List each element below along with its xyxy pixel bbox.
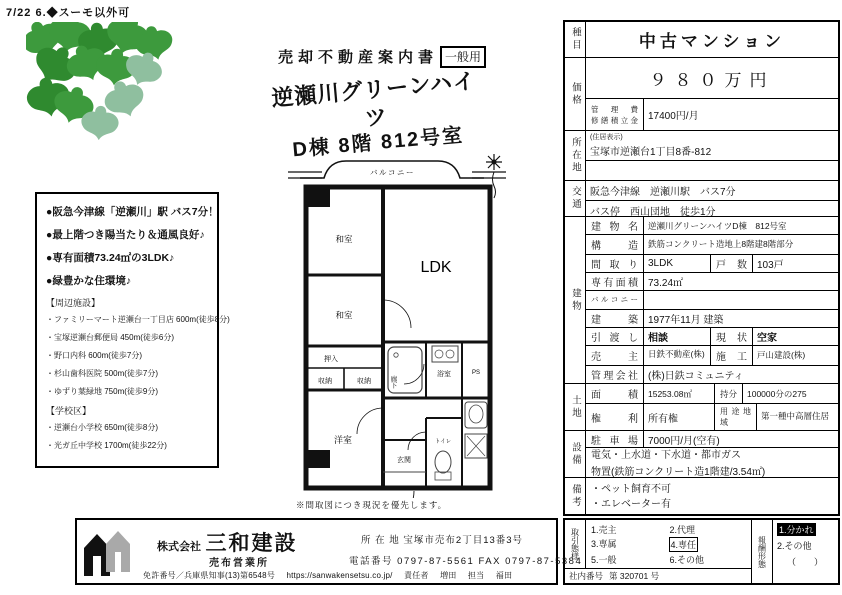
transaction-option: 1.売主 <box>591 524 617 535</box>
manager-label: 責任者 <box>404 571 429 580</box>
sink-bowl <box>446 350 454 358</box>
row-land <box>565 384 838 431</box>
top-note: 7/22 6.◆スーモ以外可 <box>6 7 131 19</box>
price-value: ９８０万円 <box>649 70 775 90</box>
facility-item: ・野口内科 600m(徒歩7分) <box>46 351 143 360</box>
company-prefix: 株式会社 <box>157 541 201 553</box>
room-label-washitsu2: 和室 <box>335 310 353 320</box>
balcony-label: バルコニー <box>370 168 415 177</box>
property-title-line2: D棟 8階 812号室 <box>291 124 466 162</box>
highlights-box <box>35 192 230 468</box>
room-label-toilet: トイレ <box>434 439 452 445</box>
land-right-label: 権利 <box>586 404 644 430</box>
built-value: 1977年11月 建築 <box>648 314 724 326</box>
room-label-bath: 浴室 <box>437 371 451 378</box>
row-building <box>565 217 838 384</box>
fee-value: 17400円/月 <box>648 111 699 122</box>
location-value: 宝塚市逆瀬台1丁目8番-812 <box>590 147 712 158</box>
internal-number-label: 社内番号 <box>569 571 604 581</box>
layout-value: 3LDK <box>644 255 711 272</box>
seller-value: 日鉄不動産(株) <box>644 346 711 365</box>
sink-bowl <box>435 350 443 358</box>
building-name-value: 逆瀬川グリーンハイツD棟 812号室 <box>648 220 787 231</box>
category-value: 中古マンション <box>638 32 786 51</box>
transaction-option: 5.一般 <box>591 554 617 565</box>
transaction-box <box>563 518 840 585</box>
room-label-shuno1: 収納 <box>318 378 332 385</box>
company-logo <box>77 520 139 583</box>
bath-drain <box>394 353 398 357</box>
facility-item: ・杉山歯科医院 500m(徒歩7分) <box>46 369 159 378</box>
structure-value: 鉄筋コンクリート造地上8階建8階部分 <box>648 238 794 249</box>
transaction-type-label: 取引態様 <box>565 520 586 568</box>
company-logo-icon <box>82 526 134 578</box>
row-label-category: 種目 <box>565 22 586 57</box>
row-location <box>565 131 838 181</box>
highlight-bullet: ●緑豊かな住環境♪ <box>46 275 132 287</box>
built-label: 建築 <box>586 310 644 327</box>
staff-label: 担当 <box>467 571 485 580</box>
location-blank <box>586 160 838 180</box>
transaction-option-selected: 4.専任 <box>669 537 699 552</box>
branch-name: 売布営業所 <box>209 558 269 569</box>
handover-label: 引渡し <box>586 328 644 345</box>
ivy-leaves-decoration <box>26 22 176 140</box>
transaction-option: 3.専属 <box>591 538 617 549</box>
access-line1: 阪急今津線 逆瀬川駅 バス7分 <box>590 187 736 198</box>
row-label-building: 建物 <box>565 217 586 383</box>
door-arc <box>357 408 383 434</box>
fax-value: 0797-87-5384 <box>505 556 583 567</box>
equipment-line1: 電気・上水道・下水道・都市ガス <box>591 450 741 461</box>
transaction-options <box>586 520 751 568</box>
fee-option-paren: （ ） <box>787 557 824 567</box>
document-type-badge: 一般用 <box>440 46 486 68</box>
spec-table <box>563 20 840 516</box>
layout-label: 間取り <box>586 255 644 272</box>
builder-label: 施工 <box>711 346 753 365</box>
highlight-bullet: ●最上階つき陽当たり＆通風良好♪ <box>46 229 205 241</box>
room-label-yoshitsu: 洋室 <box>333 435 353 445</box>
remarks-line1: ・ペット飼育不可 <box>591 484 671 495</box>
row-access <box>565 181 838 217</box>
management-company-label: 管理会社 <box>586 366 644 383</box>
units-value: 103戸 <box>757 260 784 272</box>
transaction-option: 6.その他 <box>669 554 705 565</box>
row-label-price: 価格 <box>565 58 586 130</box>
access-line2: バス停 西山団地 徒歩1分 <box>590 207 716 218</box>
row-label-land: 土地 <box>565 384 586 430</box>
fee-type-label: 報酬形態 <box>752 520 773 583</box>
room-label-genkan: 玄関 <box>397 457 411 464</box>
equipment-line2: 物置(鉄筋コンクリート造1階建/3.54㎡) <box>591 466 766 478</box>
exclusive-area-label: 専有面積 <box>586 273 644 290</box>
toilet-bowl <box>435 451 451 473</box>
door-arc <box>383 300 411 328</box>
document-title: 売却不動産案内書 <box>278 50 439 66</box>
room-label-shuno2: 収納 <box>357 378 371 385</box>
fee-option-selected: 1.分かれ <box>779 525 814 535</box>
fee-label <box>586 99 644 130</box>
units-label: 戸数 <box>711 255 753 272</box>
internal-number-value: 第 320701 号 <box>609 571 660 581</box>
builder-value: 戸山建設(株) <box>757 350 806 361</box>
company-name: 三和建設 <box>205 531 298 555</box>
company-address-row <box>361 532 523 546</box>
structure-label: 構造 <box>586 235 644 254</box>
schools-heading: 【学校区】 <box>46 406 92 416</box>
room-label-washitsu1: 和室 <box>335 234 353 244</box>
washbasin <box>465 402 487 428</box>
company-contact-row <box>349 553 582 567</box>
washing-machine-cross <box>467 436 485 456</box>
parking-label: 駐車場 <box>586 431 644 447</box>
land-share-label: 持分 <box>715 384 743 403</box>
fee-label-line1: 管理費 <box>591 104 638 114</box>
room-label-ldk: LDK <box>420 259 452 276</box>
location-note: (住居表示) <box>590 134 623 141</box>
tel-value: 0797-87-5561 <box>397 556 475 567</box>
balcony-area-label: バルコニー <box>586 291 644 308</box>
school-item: ・光ガ丘中学校 1700m(徒歩22分) <box>46 441 167 450</box>
staff-name: 福田 <box>495 571 513 580</box>
entrance-door-arc <box>382 491 414 498</box>
license-row <box>143 570 521 581</box>
row-label-access: 交通 <box>565 181 586 216</box>
row-label-remarks: 備考 <box>565 478 586 514</box>
floor-plan <box>286 150 508 498</box>
land-area-value: 15253.08㎡ <box>644 384 715 403</box>
row-management-fee <box>586 98 838 130</box>
fee-option: 2.その他 <box>777 541 812 551</box>
room-label-rouka: 廊下 <box>389 375 397 389</box>
fee-label-line2: 修繕積立金 <box>591 115 638 125</box>
transaction-option: 2.代理 <box>669 524 696 535</box>
property-title-line1: 逆瀬川グリーンハイツ <box>270 68 477 131</box>
land-right-value: 所有権 <box>644 404 715 430</box>
license-number: 免許番号／兵庫県知事(13)第6548号 <box>143 571 276 580</box>
company-url: https://sanwakensetsu.co.jp/ <box>286 571 393 580</box>
balcony-area-value <box>644 291 838 308</box>
manager-name: 増田 <box>440 571 457 580</box>
zoning-label: 用途地域 <box>715 404 757 430</box>
facility-item: ・ファミリーマート逆瀬台一丁目店 600m(徒歩8分) <box>46 315 230 324</box>
land-area-label: 面積 <box>586 384 644 403</box>
row-label-location: 所在地 <box>565 131 586 180</box>
management-company-value: (株)日鉄コミュニティ <box>648 370 744 382</box>
facility-item: ・ゆずり葉緑地 750m(徒歩9分) <box>46 387 159 396</box>
remarks-line2: ・エレベーター有 <box>591 499 671 510</box>
highlight-bullet: ●専有面積73.24㎡の3LDK♪ <box>46 252 175 264</box>
pillar <box>306 187 330 207</box>
seller-label: 売主 <box>586 346 644 365</box>
highlight-bullet: ●阪急今津線「逆瀬川」駅 バス7分！ <box>46 206 219 218</box>
current-state-label: 現状 <box>711 328 753 345</box>
internal-number-row <box>565 568 751 583</box>
room-label-oshiire: 押入 <box>324 356 338 363</box>
wall <box>426 342 462 398</box>
tel-label: 電話番号 <box>349 556 394 567</box>
row-label-equipment: 設備 <box>565 431 586 477</box>
current-state-value: 空家 <box>757 332 777 344</box>
row-remarks <box>565 478 838 514</box>
zoning-value: 第一種中高層住居 <box>761 411 830 422</box>
exclusive-area-value: 73.24㎡ <box>648 278 684 290</box>
parking-value: 7000円/月(空有) <box>648 435 720 447</box>
fax-label: FAX <box>478 556 501 567</box>
company-name-row <box>157 527 297 557</box>
land-share-value: 100000分の275 <box>747 388 807 399</box>
room-label-ps: PS <box>471 370 481 376</box>
building-name-label: 建物名 <box>586 217 644 234</box>
address-label: 所 在 地 <box>361 535 400 546</box>
facility-item: ・宝塚逆瀬台郵便局 450m(徒歩6分) <box>46 333 175 342</box>
row-category <box>565 22 838 58</box>
address-value: 宝塚市売布2丁目13番3号 <box>403 535 524 546</box>
pillar <box>306 450 330 468</box>
handover-value: 相談 <box>644 328 711 345</box>
door-arc <box>404 364 424 384</box>
washbasin-bowl <box>469 405 483 423</box>
row-price <box>565 58 838 131</box>
floor-plan-caption: ※間取図につき現況を優先します。 <box>296 500 448 510</box>
row-equipment <box>565 431 838 478</box>
facilities-heading: 【周辺施設】 <box>46 298 101 308</box>
school-item: ・逆瀬台小学校 650m(徒歩8分) <box>46 423 159 432</box>
